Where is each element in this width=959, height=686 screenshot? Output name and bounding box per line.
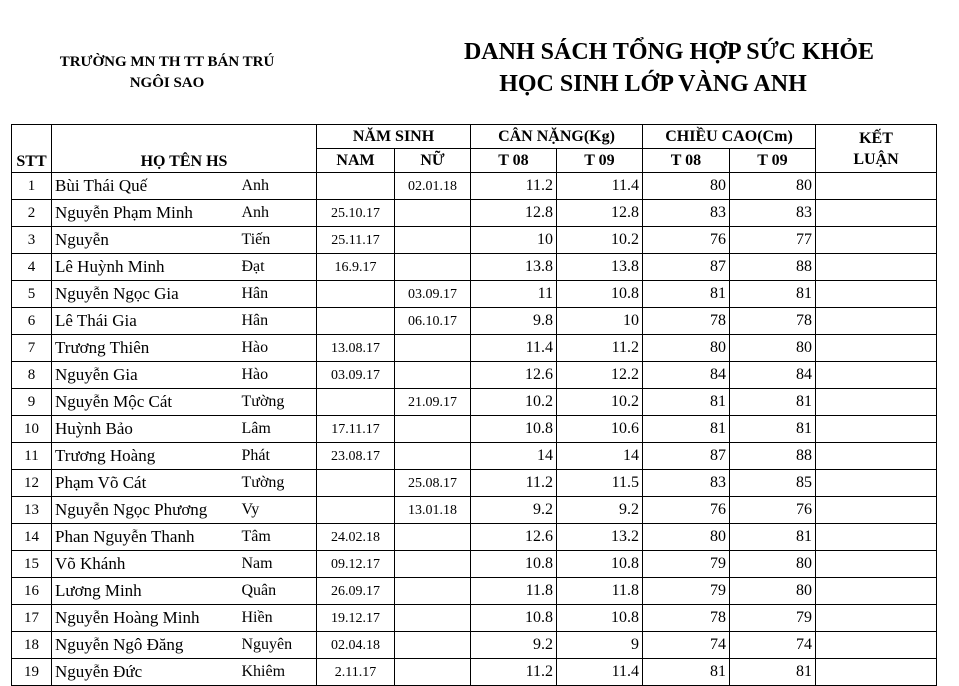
cell-weight-t09: 9.2 — [557, 497, 643, 524]
school-name — [22, 52, 312, 94]
header-height: CHIỀU CAO(Cm) — [643, 125, 816, 149]
cell-height-t08: 81 — [643, 389, 730, 416]
cell-weight-t09: 11.4 — [557, 173, 643, 200]
cell-weight-t08: 12.8 — [471, 200, 557, 227]
table-row — [12, 200, 937, 227]
cell-given-name: Lâm — [239, 416, 317, 443]
cell-given-name: Khiêm — [239, 659, 317, 686]
cell-weight-t08: 11.2 — [471, 470, 557, 497]
cell-given-name: Đạt — [239, 254, 317, 281]
cell-birth-female — [395, 335, 471, 362]
cell-weight-t08: 11.2 — [471, 659, 557, 686]
cell-stt: 19 — [12, 659, 52, 686]
cell-conclusion — [816, 416, 937, 443]
cell-weight-t09: 12.2 — [557, 362, 643, 389]
cell-height-t09: 85 — [730, 470, 816, 497]
cell-conclusion — [816, 173, 937, 200]
table-row — [12, 659, 937, 686]
cell-height-t09: 81 — [730, 416, 816, 443]
cell-weight-t08: 10.8 — [471, 416, 557, 443]
cell-height-t09: 78 — [730, 308, 816, 335]
cell-height-t08: 87 — [643, 443, 730, 470]
cell-birth-female: 06.10.17 — [395, 308, 471, 335]
cell-weight-t09: 10.8 — [557, 281, 643, 308]
table-row — [12, 605, 937, 632]
cell-weight-t08: 13.8 — [471, 254, 557, 281]
cell-stt: 6 — [12, 308, 52, 335]
cell-family-name: Nguyễn Đức — [52, 659, 239, 686]
cell-height-t08: 76 — [643, 227, 730, 254]
cell-given-name: Tường — [239, 389, 317, 416]
cell-height-t08: 78 — [643, 308, 730, 335]
cell-birth-male: 19.12.17 — [317, 605, 395, 632]
cell-birth-male: 25.10.17 — [317, 200, 395, 227]
cell-height-t09: 81 — [730, 281, 816, 308]
cell-height-t09: 80 — [730, 335, 816, 362]
cell-family-name: Lương Minh — [52, 578, 239, 605]
cell-weight-t09: 11.2 — [557, 335, 643, 362]
cell-family-name: Nguyễn — [52, 227, 239, 254]
cell-height-t09: 81 — [730, 659, 816, 686]
table-row — [12, 578, 937, 605]
header-birth-year: NĂM SINH — [317, 125, 471, 149]
table-row — [12, 227, 937, 254]
cell-weight-t08: 9.8 — [471, 308, 557, 335]
cell-given-name: Hân — [239, 281, 317, 308]
table-body — [12, 173, 937, 686]
cell-height-t08: 84 — [643, 362, 730, 389]
table-row — [12, 254, 937, 281]
cell-weight-t09: 10.2 — [557, 227, 643, 254]
cell-weight-t09: 10.2 — [557, 389, 643, 416]
cell-birth-female — [395, 551, 471, 578]
cell-height-t09: 81 — [730, 524, 816, 551]
cell-stt: 15 — [12, 551, 52, 578]
cell-family-name: Nguyễn Ngọc Gia — [52, 281, 239, 308]
cell-weight-t08: 11.8 — [471, 578, 557, 605]
header-weight-t08: T 08 — [471, 149, 557, 173]
cell-given-name: Tiến — [239, 227, 317, 254]
cell-birth-male: 13.08.17 — [317, 335, 395, 362]
cell-birth-female — [395, 524, 471, 551]
document-title-line1: DANH SÁCH TỔNG HỢP SỨC KHỎE — [463, 39, 875, 65]
cell-conclusion — [816, 254, 937, 281]
cell-family-name: Nguyễn Hoàng Minh — [52, 605, 239, 632]
health-summary-table — [11, 124, 937, 686]
cell-birth-female — [395, 254, 471, 281]
table-header — [12, 125, 937, 173]
cell-weight-t09: 10 — [557, 308, 643, 335]
cell-height-t09: 80 — [730, 551, 816, 578]
document-title — [405, 36, 925, 100]
cell-birth-male: 02.04.18 — [317, 632, 395, 659]
cell-family-name: Trương Hoàng — [52, 443, 239, 470]
cell-weight-t08: 10.2 — [471, 389, 557, 416]
cell-given-name: Vy — [239, 497, 317, 524]
school-name-line1: TRƯỜNG MN TH TT BÁN TRÚ — [59, 54, 275, 70]
cell-conclusion — [816, 443, 937, 470]
cell-family-name: Lê Huỳnh Minh — [52, 254, 239, 281]
cell-stt: 1 — [12, 173, 52, 200]
cell-birth-female: 13.01.18 — [395, 497, 471, 524]
cell-stt: 3 — [12, 227, 52, 254]
cell-weight-t08: 10 — [471, 227, 557, 254]
table-row — [12, 335, 937, 362]
header-height-t09: T 09 — [730, 149, 816, 173]
cell-given-name: Tâm — [239, 524, 317, 551]
cell-given-name: Nguyên — [239, 632, 317, 659]
header-weight-t09: T 09 — [557, 149, 643, 173]
cell-birth-male — [317, 308, 395, 335]
header-stt: STT — [12, 125, 52, 173]
cell-birth-male: 26.09.17 — [317, 578, 395, 605]
cell-conclusion — [816, 362, 937, 389]
cell-weight-t09: 14 — [557, 443, 643, 470]
cell-birth-female — [395, 443, 471, 470]
cell-birth-male: 16.9.17 — [317, 254, 395, 281]
cell-family-name: Nguyễn Phạm Minh — [52, 200, 239, 227]
cell-height-t08: 78 — [643, 605, 730, 632]
cell-stt: 7 — [12, 335, 52, 362]
cell-family-name: Phạm Võ Cát — [52, 470, 239, 497]
cell-height-t08: 81 — [643, 416, 730, 443]
header-female: NỮ — [395, 149, 471, 173]
cell-height-t08: 80 — [643, 173, 730, 200]
cell-given-name: Anh — [239, 173, 317, 200]
cell-height-t08: 81 — [643, 281, 730, 308]
cell-weight-t08: 9.2 — [471, 497, 557, 524]
cell-height-t08: 87 — [643, 254, 730, 281]
cell-weight-t09: 11.8 — [557, 578, 643, 605]
table-row — [12, 524, 937, 551]
cell-birth-male — [317, 497, 395, 524]
header-conclusion-line2: LUẬN — [853, 150, 899, 168]
cell-weight-t09: 9 — [557, 632, 643, 659]
cell-conclusion — [816, 200, 937, 227]
cell-stt: 5 — [12, 281, 52, 308]
cell-given-name: Tường — [239, 470, 317, 497]
cell-given-name: Hân — [239, 308, 317, 335]
cell-height-t08: 83 — [643, 200, 730, 227]
cell-stt: 17 — [12, 605, 52, 632]
cell-birth-female: 21.09.17 — [395, 389, 471, 416]
cell-family-name: Nguyễn Gia — [52, 362, 239, 389]
cell-family-name: Phan Nguyễn Thanh — [52, 524, 239, 551]
cell-stt: 11 — [12, 443, 52, 470]
cell-weight-t09: 10.8 — [557, 551, 643, 578]
cell-family-name: Huỳnh Bảo — [52, 416, 239, 443]
cell-family-name: Nguyễn Mộc Cát — [52, 389, 239, 416]
cell-height-t09: 84 — [730, 362, 816, 389]
cell-height-t09: 77 — [730, 227, 816, 254]
cell-birth-female — [395, 362, 471, 389]
cell-height-t08: 83 — [643, 470, 730, 497]
cell-weight-t08: 10.8 — [471, 605, 557, 632]
cell-birth-female: 02.01.18 — [395, 173, 471, 200]
table-row — [12, 308, 937, 335]
cell-given-name: Phát — [239, 443, 317, 470]
cell-weight-t09: 10.6 — [557, 416, 643, 443]
cell-birth-female — [395, 578, 471, 605]
header-conclusion-line1: KẾT — [859, 129, 893, 147]
header-height-t08: T 08 — [643, 149, 730, 173]
table-row — [12, 281, 937, 308]
cell-conclusion — [816, 605, 937, 632]
cell-birth-male: 09.12.17 — [317, 551, 395, 578]
cell-birth-male: 25.11.17 — [317, 227, 395, 254]
cell-conclusion — [816, 524, 937, 551]
cell-stt: 18 — [12, 632, 52, 659]
school-name-line2: NGÔI SAO — [129, 75, 205, 91]
cell-weight-t08: 11.4 — [471, 335, 557, 362]
cell-birth-male: 03.09.17 — [317, 362, 395, 389]
cell-family-name: Nguyễn Ngô Đăng — [52, 632, 239, 659]
cell-birth-male — [317, 281, 395, 308]
cell-birth-male — [317, 389, 395, 416]
cell-height-t09: 88 — [730, 443, 816, 470]
cell-weight-t08: 10.8 — [471, 551, 557, 578]
header-male: NAM — [317, 149, 395, 173]
cell-given-name: Anh — [239, 200, 317, 227]
cell-height-t08: 81 — [643, 659, 730, 686]
cell-height-t08: 80 — [643, 524, 730, 551]
cell-family-name: Trương Thiên — [52, 335, 239, 362]
cell-family-name: Võ Khánh — [52, 551, 239, 578]
cell-stt: 13 — [12, 497, 52, 524]
cell-height-t08: 79 — [643, 578, 730, 605]
cell-conclusion — [816, 497, 937, 524]
cell-weight-t09: 11.5 — [557, 470, 643, 497]
cell-conclusion — [816, 632, 937, 659]
cell-weight-t08: 11 — [471, 281, 557, 308]
cell-given-name: Hiền — [239, 605, 317, 632]
cell-stt: 8 — [12, 362, 52, 389]
cell-given-name: Quân — [239, 578, 317, 605]
table-row — [12, 551, 937, 578]
cell-stt: 10 — [12, 416, 52, 443]
cell-birth-female — [395, 659, 471, 686]
cell-birth-male: 24.02.18 — [317, 524, 395, 551]
cell-birth-male: 17.11.17 — [317, 416, 395, 443]
cell-weight-t09: 13.8 — [557, 254, 643, 281]
cell-birth-male — [317, 173, 395, 200]
cell-birth-male — [317, 470, 395, 497]
cell-weight-t08: 11.2 — [471, 173, 557, 200]
cell-birth-female: 03.09.17 — [395, 281, 471, 308]
cell-birth-female — [395, 227, 471, 254]
header-name: HỌ TÊN HS — [52, 125, 317, 173]
cell-stt: 4 — [12, 254, 52, 281]
table-row — [12, 497, 937, 524]
cell-conclusion — [816, 551, 937, 578]
cell-family-name: Lê Thái Gia — [52, 308, 239, 335]
cell-height-t08: 79 — [643, 551, 730, 578]
cell-height-t08: 76 — [643, 497, 730, 524]
cell-weight-t08: 12.6 — [471, 362, 557, 389]
cell-stt: 16 — [12, 578, 52, 605]
table-row — [12, 632, 937, 659]
cell-stt: 14 — [12, 524, 52, 551]
cell-weight-t09: 13.2 — [557, 524, 643, 551]
cell-birth-female: 25.08.17 — [395, 470, 471, 497]
cell-height-t09: 88 — [730, 254, 816, 281]
cell-given-name: Hào — [239, 362, 317, 389]
cell-birth-female — [395, 200, 471, 227]
table-row — [12, 362, 937, 389]
cell-height-t09: 74 — [730, 632, 816, 659]
cell-family-name: Nguyễn Ngọc Phương — [52, 497, 239, 524]
cell-conclusion — [816, 389, 937, 416]
cell-birth-male: 2.11.17 — [317, 659, 395, 686]
cell-stt: 2 — [12, 200, 52, 227]
cell-conclusion — [816, 227, 937, 254]
table-row — [12, 443, 937, 470]
table-row — [12, 173, 937, 200]
cell-height-t08: 74 — [643, 632, 730, 659]
header-weight: CÂN NẶNG(Kg) — [471, 125, 643, 149]
cell-weight-t08: 14 — [471, 443, 557, 470]
cell-weight-t09: 11.4 — [557, 659, 643, 686]
cell-birth-female — [395, 632, 471, 659]
cell-conclusion — [816, 470, 937, 497]
cell-height-t08: 80 — [643, 335, 730, 362]
document-title-line2: HỌC SINH LỚP VÀNG ANH — [499, 71, 807, 97]
cell-height-t09: 80 — [730, 173, 816, 200]
cell-given-name: Hào — [239, 335, 317, 362]
cell-given-name: Nam — [239, 551, 317, 578]
table-row — [12, 389, 937, 416]
cell-conclusion — [816, 659, 937, 686]
cell-height-t09: 81 — [730, 389, 816, 416]
table-row — [12, 470, 937, 497]
cell-family-name: Bùi Thái Quế — [52, 173, 239, 200]
cell-birth-female — [395, 605, 471, 632]
cell-height-t09: 79 — [730, 605, 816, 632]
cell-conclusion — [816, 308, 937, 335]
cell-birth-male: 23.08.17 — [317, 443, 395, 470]
cell-height-t09: 80 — [730, 578, 816, 605]
cell-stt: 12 — [12, 470, 52, 497]
cell-conclusion — [816, 578, 937, 605]
cell-height-t09: 76 — [730, 497, 816, 524]
cell-birth-female — [395, 416, 471, 443]
cell-weight-t08: 12.6 — [471, 524, 557, 551]
cell-conclusion — [816, 335, 937, 362]
cell-conclusion — [816, 281, 937, 308]
cell-stt: 9 — [12, 389, 52, 416]
cell-weight-t09: 10.8 — [557, 605, 643, 632]
cell-weight-t09: 12.8 — [557, 200, 643, 227]
cell-weight-t08: 9.2 — [471, 632, 557, 659]
table-row — [12, 416, 937, 443]
cell-height-t09: 83 — [730, 200, 816, 227]
header-conclusion — [816, 125, 937, 173]
